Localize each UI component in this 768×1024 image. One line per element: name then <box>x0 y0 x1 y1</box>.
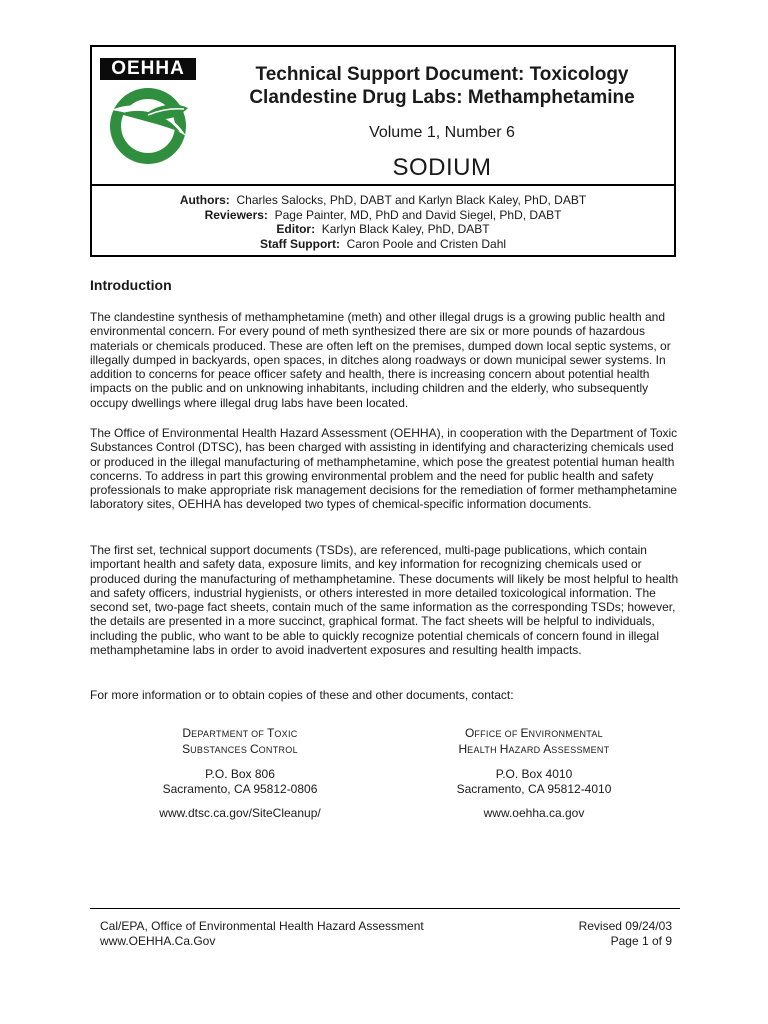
footer-divider <box>90 908 680 909</box>
document-header <box>90 45 676 257</box>
chemical-name: SODIUM <box>392 154 492 181</box>
dtsc-city: Sacramento, CA 95812-0806 <box>162 781 318 796</box>
oehha-city: Sacramento, CA 95812-4010 <box>456 781 612 796</box>
footer-website-link[interactable]: www.OEHHA.Ca.Gov <box>100 934 216 948</box>
staff-support-line: Staff Support: Caron Poole and Cristen Dahl <box>259 236 507 251</box>
dtsc-po-box: P.O. Box 806 <box>205 767 275 781</box>
footer-agency-name: Cal/EPA, Office of Environmental Health Hazard Assessment <box>100 919 424 933</box>
document-title <box>212 63 672 182</box>
logo-wordmark: OEHHA <box>100 58 196 80</box>
title-line-1: Technical Support Document: Toxicology <box>255 64 629 85</box>
header-title-section <box>92 47 674 186</box>
oehha-name-line-1: OFFICE OF ENVIRONMENTAL <box>464 726 603 740</box>
credits-section <box>92 193 674 251</box>
dtsc-name-line-2: SUBSTANCES CONTROL <box>182 741 298 756</box>
dtsc-website-link[interactable]: www.dtsc.ca.gov/SiteCleanup/ <box>159 806 321 820</box>
intro-paragraph-2: The Office of Environmental Health Hazard Assessment (OEHHA), in cooperation with the Department of Toxic Substances Control (DTSC), has been charged with assisting in identifying and characterizing chemicals used or produced in the illegal manufacturing of methamphetamine, which pose the greatest potential human health concerns. To address in part this growing environmental problem and the need for public health and safety professionals to make appropriate risk management decisions for the remediation of former methamphetamine laboratory sites, OEHHA has developed two types of chemical-specific information documents. <box>90 426 678 512</box>
oehha-website-link[interactable]: www.oehha.ca.gov <box>483 806 585 820</box>
volume-number: Volume 1, Number 6 <box>369 124 515 141</box>
revision-date: Revised 09/24/03 <box>578 919 672 933</box>
oehha-name-line-2: HEALTH HAZARD ASSESSMENT <box>458 741 610 756</box>
editor-line: Editor: Karlyn Black Kaley, PhD, DABT <box>276 222 490 237</box>
oehha-address <box>409 767 659 796</box>
authors-line: Authors: Charles Salocks, PhD, DABT and Karlyn Black Kaley, PhD, DABT <box>179 193 587 207</box>
footer-agency <box>100 919 424 949</box>
dtsc-contact <box>115 726 365 821</box>
page-number: Page 1 of 9 <box>610 934 672 948</box>
contact-intro: For more information or to obtain copies of these and other documents, contact: <box>90 688 514 702</box>
introduction-heading: Introduction <box>90 277 172 293</box>
oehha-po-box: P.O. Box 4010 <box>495 767 573 781</box>
dtsc-address <box>115 767 365 796</box>
leaf-emblem-icon <box>100 80 196 171</box>
reviewers-line: Reviewers: Page Painter, MD, PhD and David Siegel, PhD, DABT <box>204 207 562 222</box>
intro-paragraph-3: The first set, technical support documents (TSDs), are referenced, multi-page publications, which contain important health and safety data, exposure limits, and key information for recognizing chemicals used or produced during the manufacturing of methamphetamine. These documents will likely be most helpful to health and safety officers, industrial hygienists, or others interested in more detailed toxicological information. The second set, two-page fact sheets, contain much of the same information as the corresponding TSDs; however, the details are presented in a more succinct, graphical format. The fact sheets will be helpful to individuals, including the public, who want to be able to quickly recognize potential chemicals of concern found in illegal methamphetamine labs in order to avoid inadvertent exposures and resulting health impacts. <box>90 543 679 658</box>
footer-revision <box>579 919 672 949</box>
intro-paragraph-1: The clandestine synthesis of methamphetamine (meth) and other illegal drugs is a growing public health and environmental concern. For every pound of meth synthesized there are six or more pounds of hazardous materials or chemicals produced. These are often left on the premises, dumped down local septic systems, or illegally dumped in backyards, open spaces, in ditches along roadways or down municipal sewer systems. In addition to concerns for peace officer safety and health, there is increasing concern about potential health impacts on the public and on unknowing inhabitants, including children and the elderly, who subsequently occupy dwellings where illegal drug labs have been located. <box>90 310 671 410</box>
oehha-logo <box>100 58 196 171</box>
dtsc-name-line-1: DEPARTMENT OF TOXIC <box>182 726 298 740</box>
oehha-contact <box>409 726 659 821</box>
title-line-2: Clandestine Drug Labs: Methamphetamine <box>249 87 635 108</box>
